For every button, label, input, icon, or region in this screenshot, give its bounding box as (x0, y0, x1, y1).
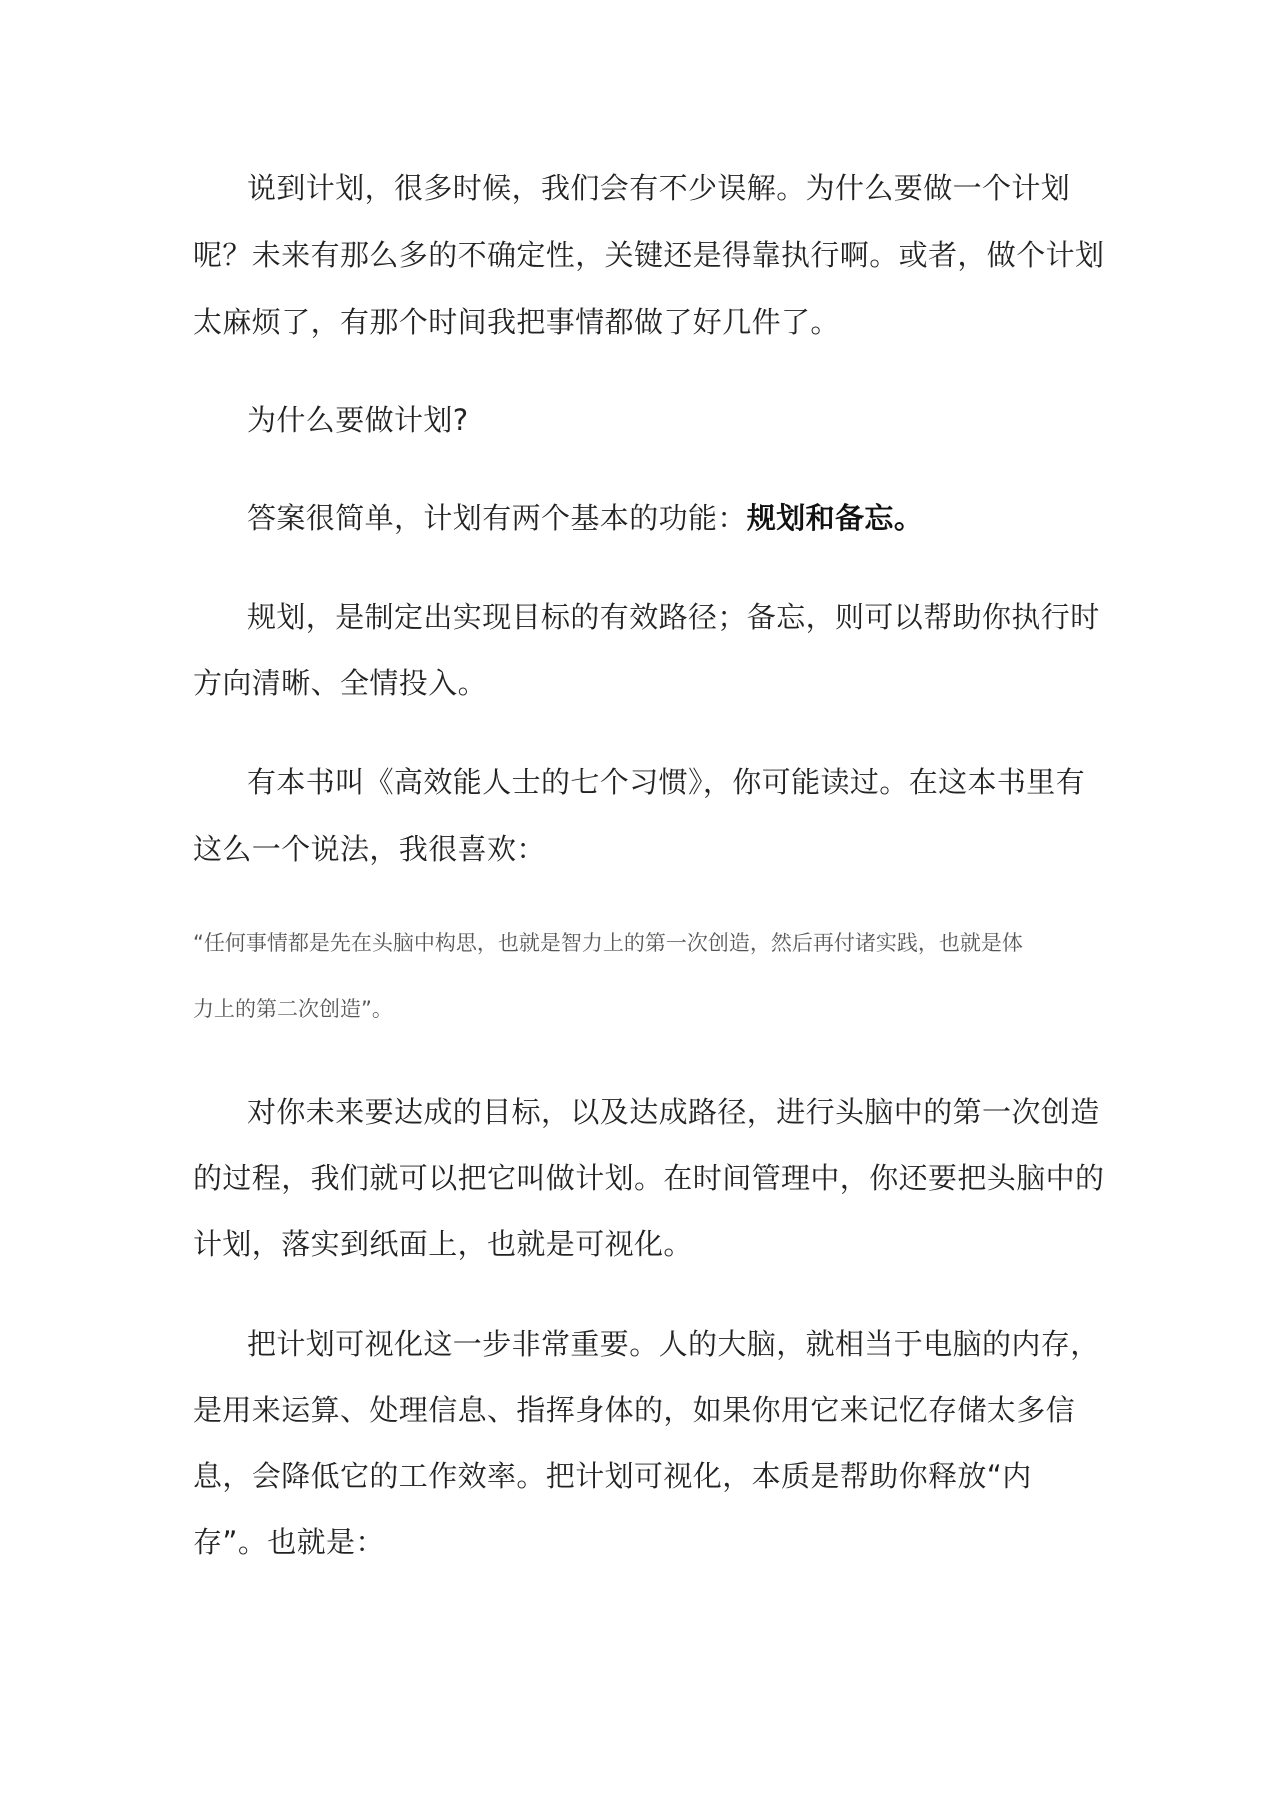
paragraph-7-line-2: 是用来运算、处理信息、指挥身体的，如果你用它来记忆存储太多信 (193, 1393, 1076, 1427)
paragraph-5-line-2: 这么一个说法，我很喜欢： (193, 832, 546, 866)
paragraph-7-line-1: 把计划可视化这一步非常重要。人的大脑，就相当于电脑的内存， (247, 1327, 1100, 1361)
paragraph-3-bold: 规划和备忘。 (746, 501, 924, 535)
paragraph-3-text: 答案很简单，计划有两个基本的功能： (247, 501, 747, 535)
paragraph-4-line-1: 规划，是制定出实现目标的有效路径；备忘，则可以帮助你执行时 (247, 600, 1100, 634)
paragraph-4-line-2: 方向清晰、全情投入。 (193, 666, 488, 700)
paragraph-1-line-1: 说到计划，很多时候，我们会有不少误解。为什么要做一个计划 (247, 171, 1071, 205)
paragraph-6-line-1: 对你未来要达成的目标，以及达成路径，进行头脑中的第一次创造 (247, 1095, 1100, 1129)
quote-line-2: 力上的第二次创造”。 (193, 997, 393, 1021)
paragraph-7-line-4: 存”。也就是： (193, 1525, 385, 1559)
paragraph-7-line-3: 息，会降低它的工作效率。把计划可视化，本质是帮助你释放“内 (193, 1459, 1032, 1493)
paragraph-5-line-1: 有本书叫《高效能人士的七个习惯》，你可能读过。在这本书里有 (247, 765, 1086, 799)
paragraph-1-line-2: 呢？未来有那么多的不确定性，关键还是得靠执行啊。或者，做个计划 (193, 238, 1105, 272)
paragraph-3 (247, 498, 923, 538)
paragraph-6-line-3: 计划，落实到纸面上，也就是可视化。 (193, 1227, 693, 1261)
quote-line-1: “任何事情都是先在头脑中构思，也就是智力上的第一次创造，然后再付诸实践，也就是体 (193, 931, 1023, 955)
paragraph-1-line-3: 太麻烦了，有那个时间我把事情都做了好几件了。 (193, 305, 840, 339)
paragraph-2-question: 为什么要做计划? (247, 403, 469, 437)
paragraph-6-line-2: 的过程，我们就可以把它叫做计划。在时间管理中，你还要把头脑中的 (193, 1161, 1105, 1195)
